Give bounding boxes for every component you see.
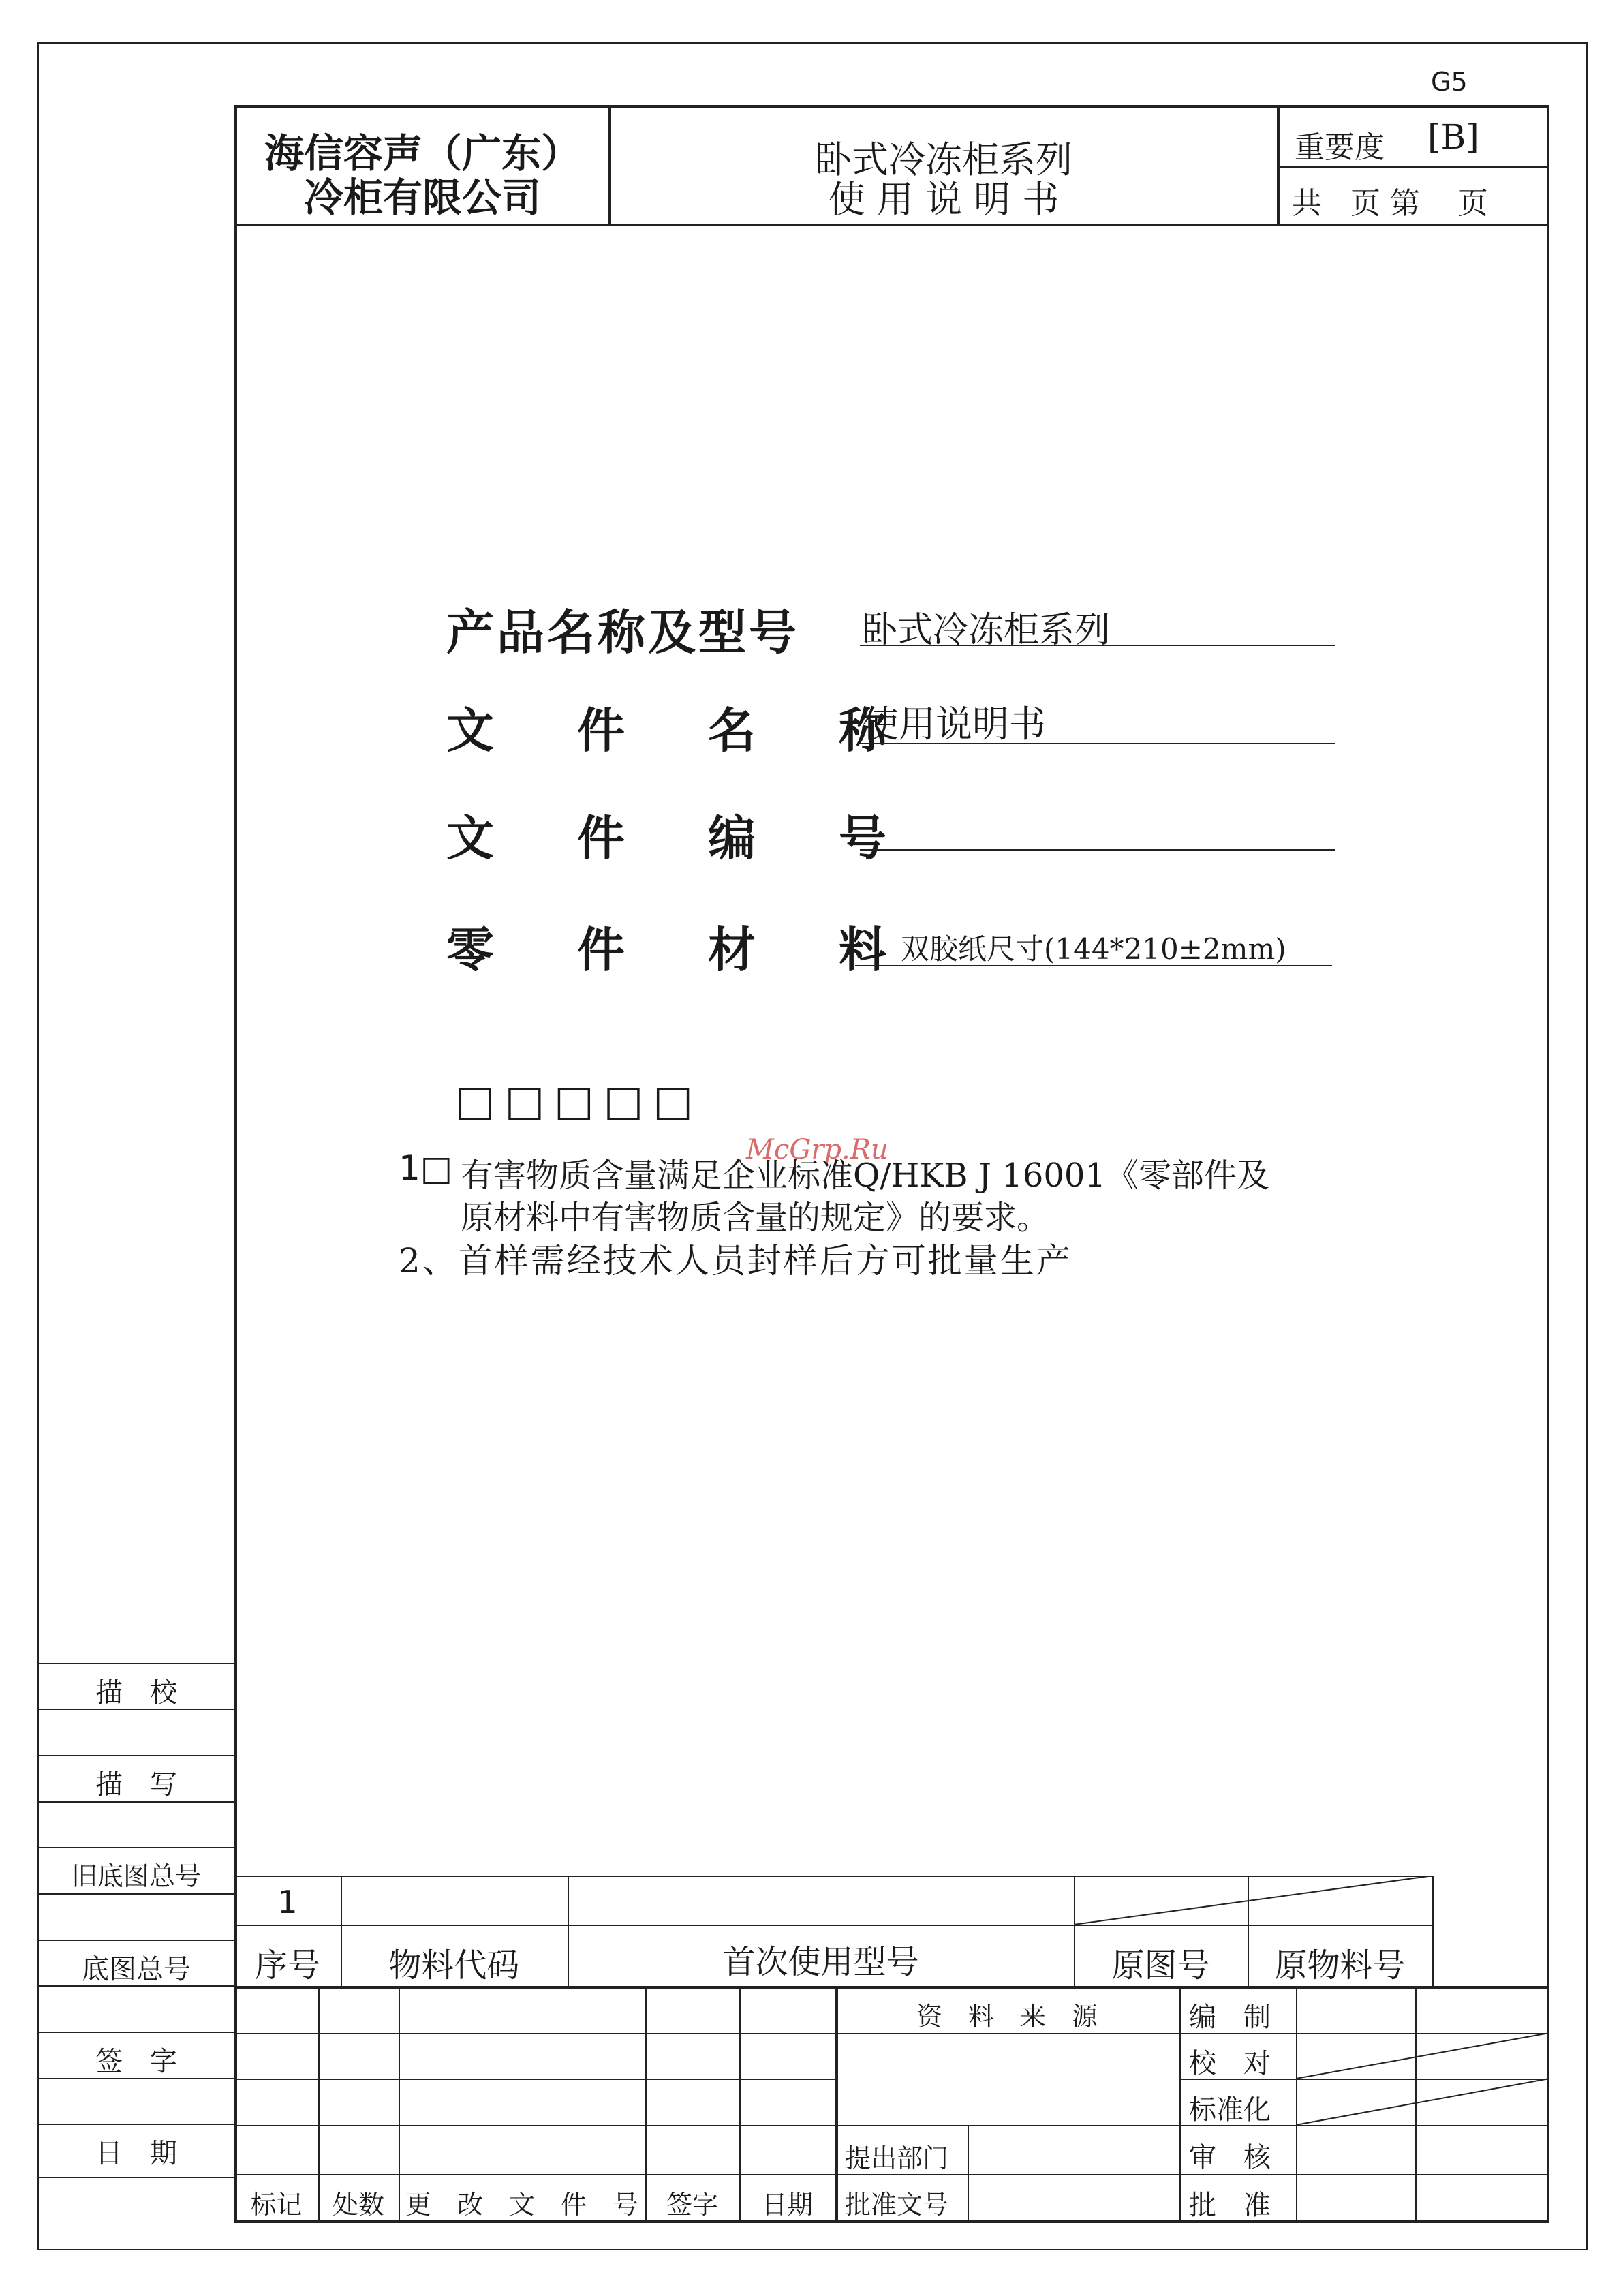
document-title-line2: 使 用 说 明 书 [828, 178, 1060, 221]
strip-line-3 [37, 1755, 235, 1756]
strip-line-9 [37, 2032, 235, 2033]
usage-row-seq-value: 1 [277, 1884, 298, 1920]
document-name-value: 使用说明书 [862, 703, 1046, 746]
document-name-underline [860, 743, 1335, 744]
usage-header-first-model: 首次使用型号 [722, 1943, 919, 1981]
rev-source-label: 资 料 来 源 [916, 2002, 1098, 2032]
strip-line-7 [37, 1940, 235, 1941]
importance-label: 重要度 [1295, 130, 1385, 165]
requirement-1-line2: 原材料中有害物质含量的规定》的要求。 [461, 1199, 1050, 1237]
rev-approve-label: 批 准 [1189, 2190, 1271, 2221]
sheet-code: G5 [1431, 67, 1468, 97]
strip-line-1 [37, 1663, 235, 1664]
requirement-2: 2、首样需经技术人员封样后方可批量生产 [399, 1241, 1072, 1281]
importance-value: [B] [1427, 117, 1479, 157]
strip-date: 日 期 [95, 2138, 177, 2169]
product-name-value: 卧式冷冻柜系列 [862, 610, 1111, 651]
header-bottom-line [234, 224, 1549, 226]
header-right-split [1277, 166, 1549, 168]
usage-table-mid [234, 1925, 1434, 1926]
requirement-1-number: 1□ [399, 1148, 453, 1188]
part-material-underline [855, 965, 1332, 966]
document-number-label: 文 件 编 号 [446, 810, 904, 866]
usage-header-orig-drawing: 原图号 [1111, 1946, 1210, 1985]
rev-header-sign: 签字 [666, 2190, 718, 2220]
usage-header-material-code: 物料代码 [388, 1946, 520, 1985]
document-name-label: 文 件 名 称 [446, 703, 904, 759]
strip-base-total: 底图总号 [82, 1954, 191, 1985]
revision-top [234, 1986, 1549, 1989]
strip-line-6 [37, 1893, 235, 1895]
strip-miao-jiao: 描 校 [95, 1677, 177, 1709]
rev-review-label: 审 核 [1189, 2142, 1271, 2173]
usage-header-orig-material: 原物料号 [1274, 1946, 1406, 1985]
strip-old-base-total: 旧底图总号 [71, 1861, 201, 1891]
product-name-underline [860, 645, 1335, 646]
rev-header-count: 处数 [332, 2190, 384, 2220]
rev-header-change-doc: 更 改 文 件 号 [405, 2190, 638, 2220]
rev-check-label: 校 对 [1189, 2048, 1271, 2079]
strip-miao-xie: 描 写 [95, 1769, 177, 1801]
rev-header-date: 日期 [761, 2190, 814, 2220]
requirement-1-line1: 有害物质含量满足企业标准Q/HKB J 16001《零部件及 [461, 1157, 1269, 1195]
revision-row-3 [234, 2125, 1549, 2126]
rev-col-7 [1179, 1986, 1181, 2223]
page-count-label: 共 页 第 页 [1292, 186, 1488, 221]
watermark: McGrp.Ru [746, 1134, 888, 1165]
document-title-line1: 卧式冷冻柜系列 [815, 138, 1072, 181]
rev-dept-label: 提出部门 [845, 2143, 949, 2173]
part-material-value: 双胶纸尺寸(144*210±2mm) [901, 932, 1286, 966]
revision-diagonal-lines [1296, 2033, 1549, 2125]
product-name-label: 产品名称及型号 [446, 604, 799, 660]
header-divider-1 [608, 105, 611, 225]
requirements-heading: □□□□□ [455, 1075, 702, 1125]
rev-col-6 [968, 2125, 969, 2223]
rev-approval-doc-label: 批准文号 [845, 2190, 949, 2220]
company-name-line2: 冷柜有限公司 [303, 174, 541, 221]
strip-line-5 [37, 1847, 235, 1848]
part-material-label: 零 件 材 料 [446, 922, 904, 978]
strip-signature: 签 字 [95, 2046, 177, 2077]
header-divider-2 [1277, 105, 1280, 225]
document-number-underline [860, 849, 1335, 851]
rev-standard-label: 标准化 [1189, 2094, 1271, 2126]
usage-diagonal-lines [1074, 1876, 1434, 1925]
rev-compile-label: 编 制 [1189, 2002, 1271, 2033]
company-name-line1: 海信容声（广东） [264, 130, 581, 177]
strip-line-12 [37, 2177, 235, 2178]
strip-line-11 [37, 2124, 235, 2125]
revision-row-2a [234, 2079, 837, 2080]
rev-header-mark: 标记 [250, 2190, 303, 2220]
usage-header-seq: 序号 [254, 1946, 320, 1985]
